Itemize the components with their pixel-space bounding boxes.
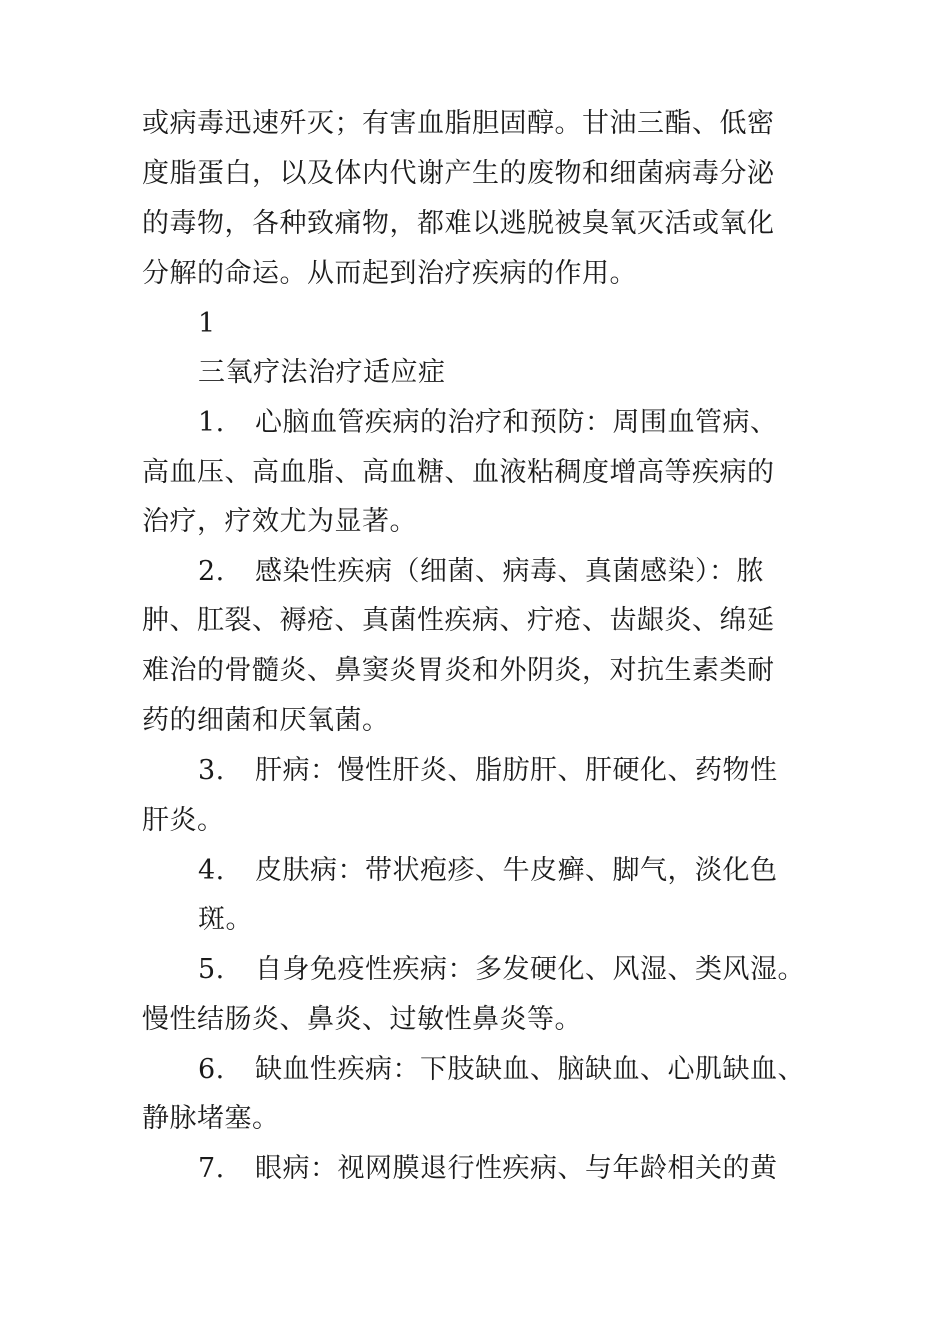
item-line: 高血压、高血脂、高血糖、血液粘稠度增高等疾病的 bbox=[142, 457, 775, 488]
item-line: 治疗，疗效尤为显著。 bbox=[142, 506, 417, 537]
list-item-2 bbox=[198, 555, 764, 589]
paragraph-line: 的毒物，各种致痛物，都难以逃脱被臭氧灭活或氧化 bbox=[142, 208, 775, 239]
item-line: 肝炎。 bbox=[142, 805, 225, 836]
item-number: 3. bbox=[198, 755, 225, 786]
item-number: 2. bbox=[198, 556, 225, 587]
item-line: 静脉堵塞。 bbox=[142, 1103, 280, 1134]
item-text: 缺血性疾病：下肢缺血、脑缺血、心肌缺血、 bbox=[255, 1054, 805, 1085]
item-number: 4. bbox=[198, 855, 225, 886]
list-item-5 bbox=[198, 953, 805, 987]
item-text: 自身免疫性疾病：多发硬化、风湿、类风湿。 bbox=[255, 954, 805, 985]
paragraph-line: 分解的命运。从而起到治疗疾病的作用。 bbox=[142, 258, 637, 289]
item-number: 5. bbox=[198, 954, 225, 985]
list-item-7 bbox=[198, 1152, 778, 1186]
list-item-3 bbox=[198, 754, 778, 788]
item-text: 眼病：视网膜退行性疾病、与年龄相关的黄 bbox=[255, 1153, 778, 1184]
page-marker: 1 bbox=[198, 308, 216, 339]
item-line: 肿、肛裂、褥疮、真菌性疾病、疔疮、齿龈炎、绵延 bbox=[142, 605, 775, 636]
list-item-4 bbox=[198, 854, 778, 888]
item-line: 斑。 bbox=[198, 904, 253, 935]
item-text: 心脑血管疾病的治疗和预防：周围血管病、 bbox=[255, 407, 778, 438]
paragraph-line: 度脂蛋白，以及体内代谢产生的废物和细菌病毒分泌 bbox=[142, 158, 775, 189]
item-line: 难治的骨髓炎、鼻窦炎胃炎和外阴炎，对抗生素类耐 bbox=[142, 655, 775, 686]
item-line: 慢性结肠炎、鼻炎、过敏性鼻炎等。 bbox=[142, 1004, 582, 1035]
item-number: 6. bbox=[198, 1054, 225, 1085]
list-item-6 bbox=[198, 1053, 805, 1087]
item-number: 1. bbox=[198, 407, 225, 438]
item-text: 皮肤病：带状疱疹、牛皮癣、脚气，淡化色 bbox=[255, 855, 778, 886]
item-number: 7. bbox=[198, 1153, 225, 1184]
item-text: 感染性疾病（细菌、病毒、真菌感染）：脓 bbox=[255, 556, 764, 587]
list-item-1 bbox=[198, 406, 778, 440]
section-title: 三氧疗法治疗适应症 bbox=[198, 357, 446, 388]
paragraph-line: 或病毒迅速歼灭；有害血脂胆固醇。甘油三酯、低密 bbox=[142, 108, 775, 139]
item-text: 肝病：慢性肝炎、脂肪肝、肝硬化、药物性 bbox=[255, 755, 778, 786]
item-line: 药的细菌和厌氧菌。 bbox=[142, 705, 390, 736]
